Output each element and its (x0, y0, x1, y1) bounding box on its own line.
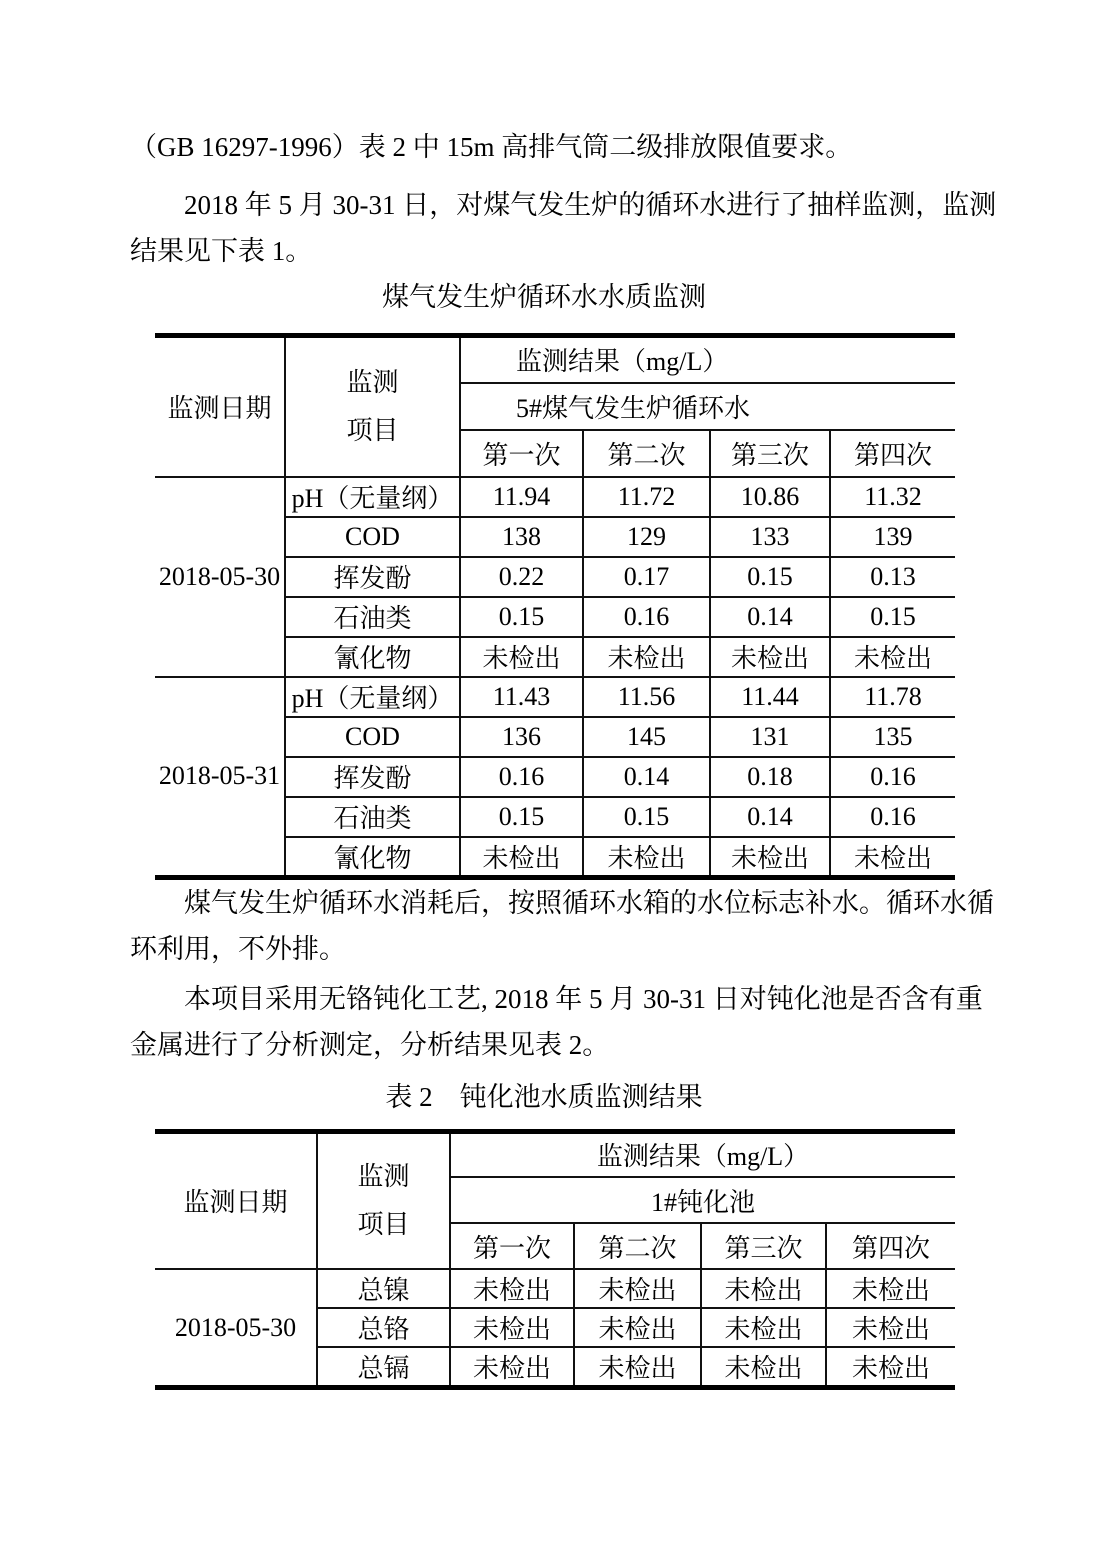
table1-header-run2: 第二次 (583, 430, 710, 477)
param-cell: 挥发酚 (285, 557, 460, 597)
param-cell: 总镍 (317, 1269, 450, 1308)
value-cell: 11.72 (583, 477, 710, 517)
paragraph-gb-limit: （GB 16297-1996）表 2 中 15m 高排气筒二级排放限值要求。 (130, 132, 853, 162)
value-cell: 11.32 (830, 477, 955, 517)
value-cell: 0.16 (460, 757, 583, 797)
paragraph-sampling-line2: 结果见下表 1。 (130, 236, 313, 266)
value-cell: 10.86 (710, 477, 830, 517)
param-cell: pH（无量纲） (285, 477, 460, 517)
table1-header-result-unit: 监测结果（mg/L） (460, 336, 955, 383)
value-cell: 未检出 (701, 1308, 826, 1347)
paragraph-refill-line1: 煤气发生炉循环水消耗后，按照循环水箱的水位标志补水。循环水循 (184, 887, 994, 918)
table2-header-date: 监测日期 (155, 1131, 317, 1269)
table2-header-sample: 1#钝化池 (450, 1177, 955, 1223)
value-cell: 未检出 (574, 1347, 701, 1388)
value-cell: 11.78 (830, 677, 955, 717)
table2-header-item-line1: 监测 (357, 1161, 410, 1191)
value-cell: 0.16 (583, 597, 710, 637)
value-cell: 133 (710, 517, 830, 557)
value-cell: 129 (583, 517, 710, 557)
table2-header-item (317, 1131, 450, 1269)
value-cell: 未检出 (830, 637, 955, 677)
table2-header-run4: 第四次 (826, 1223, 955, 1269)
value-cell: 0.15 (830, 597, 955, 637)
value-cell: 0.15 (710, 557, 830, 597)
table2-header-result-unit: 监测结果（mg/L） (450, 1131, 955, 1177)
param-cell: COD (285, 717, 460, 757)
table2-header-run2: 第二次 (574, 1223, 701, 1269)
table2-passivation-pool (155, 1129, 955, 1391)
value-cell: 未检出 (830, 837, 955, 878)
param-cell: 挥发酚 (285, 757, 460, 797)
table2-header-run1: 第一次 (450, 1223, 574, 1269)
value-cell: 未检出 (826, 1347, 955, 1388)
table1-header-run4: 第四次 (830, 430, 955, 477)
table1-date-0530: 2018-05-30 (155, 477, 285, 677)
table2-title: 表 2 钝化池水质监测结果 (385, 1081, 703, 1112)
param-cell: 氰化物 (285, 837, 460, 878)
table1-title: 煤气发生炉循环水水质监测 (382, 282, 706, 312)
paragraph-passivation-line2: 金属进行了分析测定，分析结果见表 2。 (130, 1029, 610, 1060)
value-cell: 未检出 (460, 837, 583, 878)
value-cell: 0.15 (460, 597, 583, 637)
value-cell: 未检出 (710, 637, 830, 677)
value-cell: 136 (460, 717, 583, 757)
value-cell: 0.14 (710, 797, 830, 837)
value-cell: 139 (830, 517, 955, 557)
value-cell: 0.22 (460, 557, 583, 597)
value-cell: 未检出 (701, 1269, 826, 1308)
table-row (155, 1269, 955, 1308)
table2-date-0530: 2018-05-30 (155, 1269, 317, 1388)
param-cell: 总镉 (317, 1347, 450, 1388)
value-cell: 11.44 (710, 677, 830, 717)
table2-header-run3: 第三次 (701, 1223, 826, 1269)
value-cell: 未检出 (574, 1269, 701, 1308)
table1-header-item-line2: 项目 (346, 415, 399, 445)
value-cell: 未检出 (450, 1347, 574, 1388)
param-cell: 石油类 (285, 597, 460, 637)
value-cell: 未检出 (450, 1308, 574, 1347)
value-cell: 11.94 (460, 477, 583, 517)
value-cell: 11.43 (460, 677, 583, 717)
paragraph-sampling-line1: 2018 年 5 月 30-31 日，对煤气发生炉的循环水进行了抽样监测，监测 (184, 190, 997, 220)
param-cell: pH（无量纲） (285, 677, 460, 717)
value-cell: 0.14 (710, 597, 830, 637)
value-cell: 未检出 (574, 1308, 701, 1347)
value-cell: 11.56 (583, 677, 710, 717)
value-cell: 0.17 (583, 557, 710, 597)
table2-header-item-line2: 项目 (357, 1209, 410, 1239)
value-cell: 未检出 (701, 1347, 826, 1388)
param-cell: 石油类 (285, 797, 460, 837)
value-cell: 138 (460, 517, 583, 557)
value-cell: 未检出 (826, 1308, 955, 1347)
param-cell: 总铬 (317, 1308, 450, 1347)
param-cell: COD (285, 517, 460, 557)
table-row (155, 677, 955, 717)
table1-header-item-line1: 监测 (346, 367, 399, 397)
value-cell: 未检出 (826, 1269, 955, 1308)
value-cell: 0.14 (583, 757, 710, 797)
value-cell: 0.16 (830, 757, 955, 797)
document-content (130, 124, 997, 1390)
table1-header-run3: 第三次 (710, 430, 830, 477)
paragraph-passivation-line1: 本项目采用无铬钝化工艺, 2018 年 5 月 30-31 日对钝化池是否含有重 (184, 983, 983, 1014)
value-cell: 未检出 (460, 637, 583, 677)
value-cell: 未检出 (583, 837, 710, 878)
value-cell: 未检出 (450, 1269, 574, 1308)
table1-header-item (285, 336, 460, 477)
value-cell: 0.15 (583, 797, 710, 837)
paragraph-refill-line2: 环利用，不外排。 (130, 933, 346, 964)
value-cell: 135 (830, 717, 955, 757)
value-cell: 0.16 (830, 797, 955, 837)
table1-header-date: 监测日期 (155, 336, 285, 477)
table1-circulating-water (155, 333, 955, 880)
value-cell: 0.15 (460, 797, 583, 837)
value-cell: 131 (710, 717, 830, 757)
value-cell: 未检出 (710, 837, 830, 878)
table1-date-0531: 2018-05-31 (155, 677, 285, 878)
value-cell: 0.13 (830, 557, 955, 597)
value-cell: 0.18 (710, 757, 830, 797)
table1-header-run1: 第一次 (460, 430, 583, 477)
value-cell: 145 (583, 717, 710, 757)
table1-header-sample: 5#煤气发生炉循环水 (460, 383, 955, 430)
table-row (155, 477, 955, 517)
value-cell: 未检出 (583, 637, 710, 677)
param-cell: 氰化物 (285, 637, 460, 677)
